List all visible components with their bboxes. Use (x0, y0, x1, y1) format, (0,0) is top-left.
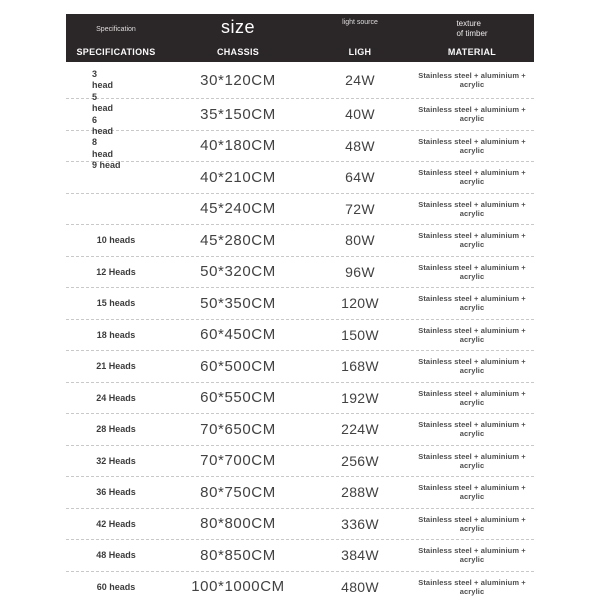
table-row (66, 99, 534, 131)
size-cell: 80*750CM (200, 483, 276, 501)
table-row (66, 477, 534, 509)
size-cell: 60*550CM (200, 389, 276, 407)
size-cell: 80*800CM (200, 515, 276, 533)
material-cell: Stainless steel + aluminium + acrylic (418, 451, 526, 470)
watt-cell: 64W (345, 169, 375, 186)
spec-cell: 36 Heads (96, 487, 136, 498)
material-cell: Stainless steel + aluminium + acrylic (418, 546, 526, 565)
header-col-size (166, 14, 310, 62)
material-cell: Stainless steel + aluminium + acrylic (418, 483, 526, 502)
watt-cell: 150W (341, 326, 379, 343)
table-row (66, 288, 534, 320)
watt-cell: 168W (341, 358, 379, 375)
table-row (66, 162, 534, 194)
spec-overflow-line: 5 (92, 91, 98, 102)
of-timber-line: of timber (456, 29, 488, 38)
table-row (66, 225, 534, 257)
spec-cell: 15 heads (96, 298, 136, 309)
size-cell: 50*350CM (200, 294, 276, 312)
material-cell: Stainless steel + aluminium + acrylic (418, 262, 526, 281)
spec-overflow-line: 6 (92, 114, 98, 125)
material-cell: Stainless steel + aluminium + acrylic (418, 388, 526, 407)
size-cell: 40*180CM (200, 137, 276, 155)
size-cell: 40*210CM (200, 168, 276, 186)
material-cell: Stainless steel + aluminium + acrylic (418, 420, 526, 439)
table-row (66, 131, 534, 163)
watt-cell: 224W (341, 421, 379, 438)
table-row (66, 446, 534, 478)
watt-cell: 40W (345, 106, 375, 123)
spec-overflow-line: head (92, 148, 114, 159)
material-label: MATERIAL (447, 47, 497, 57)
watt-cell: 480W (341, 578, 379, 595)
table-row (66, 540, 534, 572)
size-cell: 60*500CM (200, 357, 276, 375)
specifications-label: SPECIFICATIONS (76, 47, 156, 57)
material-cell: Stainless steel + aluminium + acrylic (418, 105, 526, 124)
watt-cell: 120W (341, 295, 379, 312)
texture-line: texture (456, 19, 481, 28)
size-cell: 50*320CM (200, 263, 276, 281)
material-cell: Stainless steel + aluminium + acrylic (418, 136, 526, 155)
table-row (66, 320, 534, 352)
size-cell: 45*280CM (200, 231, 276, 249)
material-cell: Stainless steel + aluminium + acrylic (418, 294, 526, 313)
watt-cell: 336W (341, 515, 379, 532)
spec-overflow-line: 3 (92, 69, 98, 79)
table-header (66, 14, 534, 62)
spec-cell: 28 Heads (96, 424, 136, 435)
size-cell: 35*150CM (200, 105, 276, 123)
spec-cell: 48 Heads (96, 550, 136, 561)
chassis-label: CHASSIS (216, 47, 260, 57)
spec-overflow-line: 9 head (92, 160, 121, 171)
header-col-specification (66, 14, 166, 62)
size-cell: 60*450CM (200, 326, 276, 344)
watt-cell: 48W (345, 137, 375, 154)
spec-overflow-line: head (92, 103, 114, 114)
material-cell: Stainless steel + aluminium + acrylic (418, 168, 526, 187)
table-row (66, 351, 534, 383)
size-cell: 100*1000CM (191, 578, 285, 596)
watt-cell: 192W (341, 389, 379, 406)
spec-cell: 32 Heads (96, 455, 136, 466)
spec-overflow-labels (92, 69, 121, 172)
material-cell: Stainless steel + aluminium + acrylic (418, 199, 526, 218)
spec-cell: 42 Heads (96, 518, 136, 529)
size-cell: 30*120CM (200, 71, 276, 89)
spec-overflow-line: head (92, 126, 114, 137)
spec-overflow-line: head (92, 80, 114, 91)
spec-cell: 21 Heads (96, 361, 136, 372)
material-cell: Stainless steel + aluminium + acrylic (418, 357, 526, 376)
watt-cell: 256W (341, 452, 379, 469)
table-row (66, 509, 534, 541)
watt-cell: 24W (345, 72, 375, 88)
table-row (66, 383, 534, 415)
material-cell: Stainless steel + aluminium + acrylic (418, 71, 526, 89)
size-cell: 70*700CM (200, 452, 276, 470)
watt-cell: 80W (345, 232, 375, 249)
table-row (66, 414, 534, 446)
specification-small-label: Specification (96, 26, 136, 33)
table-row (66, 257, 534, 289)
material-cell: Stainless steel + aluminium + acrylic (418, 514, 526, 533)
header-col-light-source (310, 14, 410, 62)
spec-cell: 10 heads (96, 235, 136, 246)
light-source-small-label: light source (342, 19, 378, 26)
material-cell: Stainless steel + aluminium + acrylic (418, 231, 526, 250)
material-cell: Stainless steel + aluminium + acrylic (418, 577, 526, 596)
size-large-label: size (220, 17, 255, 37)
table-body (66, 62, 534, 600)
watt-cell: 288W (341, 484, 379, 501)
texture-of-timber-label (410, 19, 534, 41)
material-cell: Stainless steel + aluminium + acrylic (418, 325, 526, 344)
size-cell: 45*240CM (200, 200, 276, 218)
spec-cell: 12 Heads (96, 266, 136, 277)
ligh-label: LIGH (348, 47, 372, 57)
spec-overflow-line: 8 (92, 137, 98, 148)
watt-cell: 384W (341, 547, 379, 564)
watt-cell: 96W (345, 263, 375, 280)
table-row (66, 572, 534, 600)
table-row (66, 194, 534, 226)
size-cell: 70*650CM (200, 420, 276, 438)
table-row (66, 62, 534, 99)
spec-cell: 60 heads (96, 581, 136, 592)
size-cell: 80*850CM (200, 546, 276, 564)
watt-cell: 72W (345, 200, 375, 217)
spec-cell: 18 heads (96, 329, 136, 340)
spec-cell: 24 Heads (96, 392, 136, 403)
header-col-material (410, 14, 534, 62)
